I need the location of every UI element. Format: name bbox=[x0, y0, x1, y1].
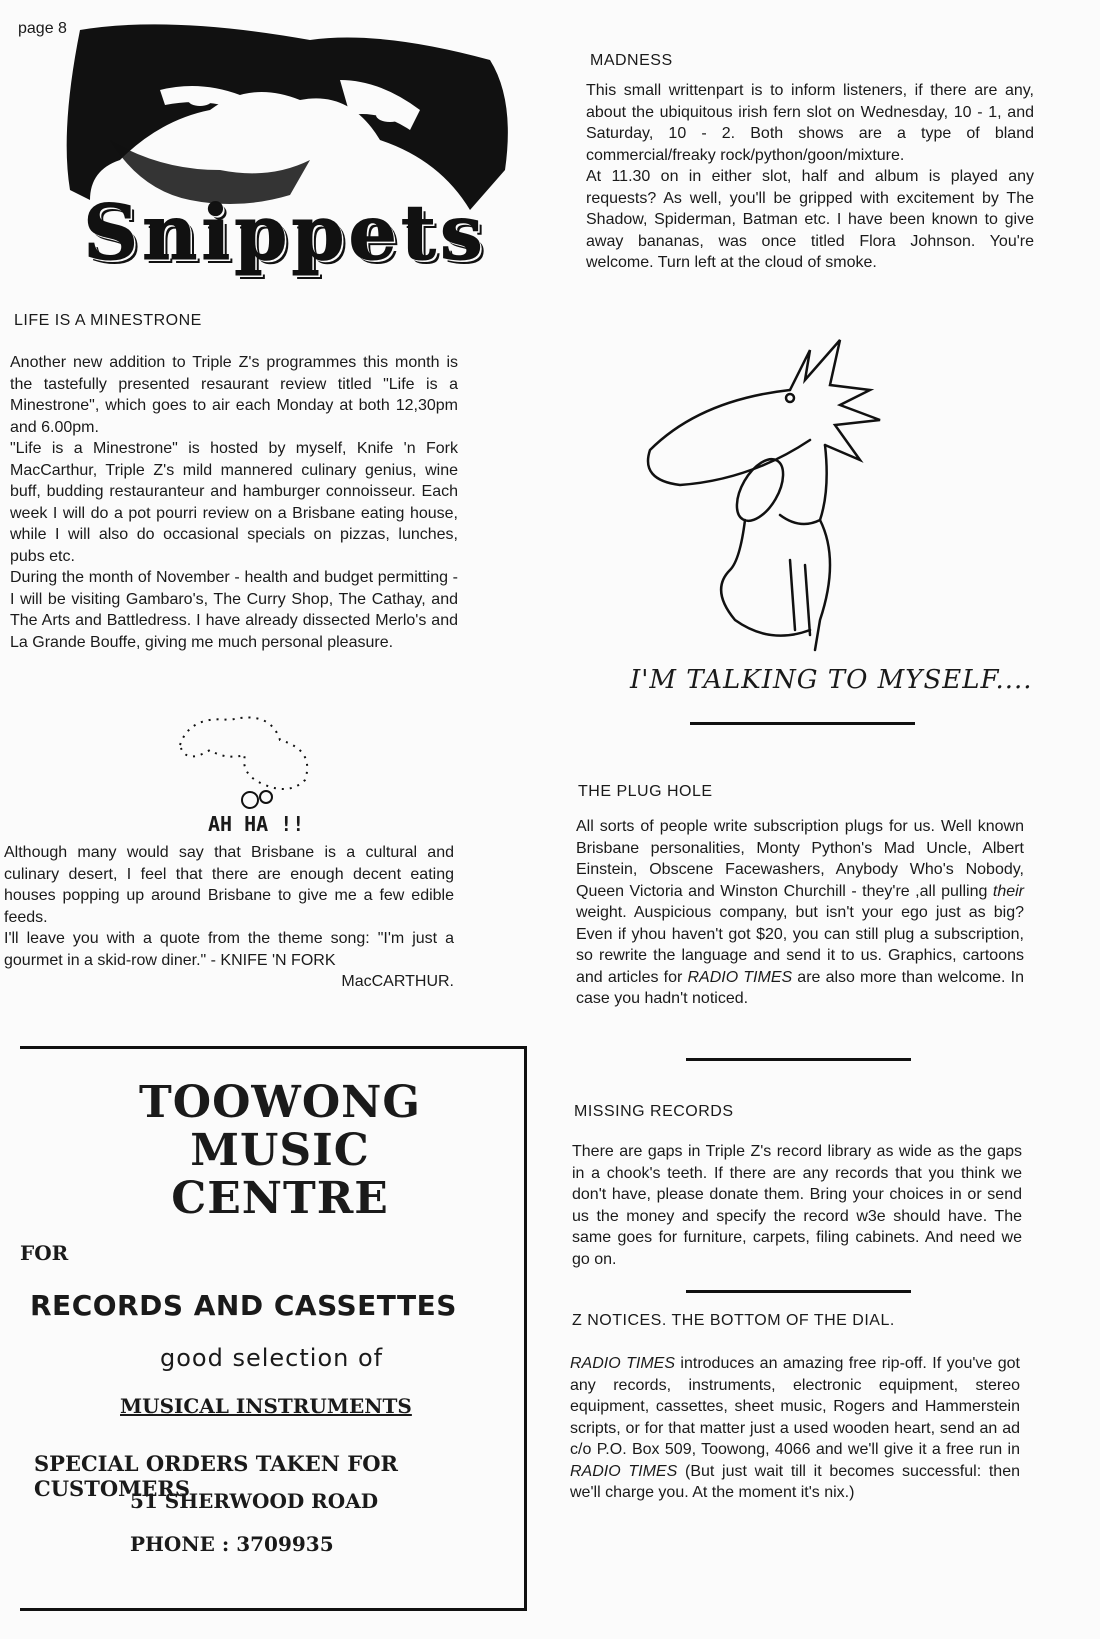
article-body-minestrone-2 bbox=[4, 842, 454, 993]
article-heading-minestrone: LIFE IS A MINESTRONE bbox=[14, 312, 202, 329]
ad-phone: PHONE : 3709935 bbox=[130, 1532, 334, 1556]
ad-name-line: MUSIC bbox=[190, 1125, 370, 1176]
paragraph bbox=[570, 1353, 1020, 1504]
paragraph: During the month of November - health and budget permitting - I will be visiting Gambaro's, The Curry Shop, The Cathay, and The Arts and Battledress. I have already dissected Merlo's and La Grande Bouffe, giving me much personal pleasure. bbox=[10, 569, 458, 651]
paragraph: Another new addition to Triple Z's programmes this month is the tastefully presented resaurant review titled "Life is a Minestrone", which goes to air each Monday at both 12,30pm and 6.00pm. bbox=[10, 354, 458, 436]
masthead-title: Snippets bbox=[83, 188, 487, 277]
ad-records-cassettes: RECORDS AND CASSETTES bbox=[30, 1289, 457, 1322]
text-segment: All sorts of people write subscription plugs for us. Well known Brisbane personalities, Monty Python's Mad Uncle, Albert Einstein, Obscene Facewashers, Anybody Who's Nobody, Queen Victoria and Winston Churchill - they're ,all pulling bbox=[576, 818, 1024, 900]
ad-instruments: MUSICAL INSTRUMENTS bbox=[120, 1394, 412, 1418]
text-segment: weight. Auspicious company, but isn't your ego just as big? Even if yhou haven't got $20, you can still plug a subscription, so rewrite the language and send it to us. Graphics, cartoons and articles for bbox=[576, 904, 1024, 986]
paragraph: Although many would say that Brisbane is a cultural and culinary desert, I feel that there are enough decent eating houses popping up around Brisbane to give me a few edible feeds. bbox=[4, 844, 454, 926]
paragraph: At 11.30 on in either slot, half and album is played any requests? As well, you'll be gripped with excitement by The Shadow, Spiderman, Batman etc. I have been known to give away bananas, was once titled Flora Johnson. You're welcome. Turn left at the cloud of smoke. bbox=[586, 168, 1034, 271]
publication-title: RADIO TIMES bbox=[687, 968, 793, 986]
ad-selection: good selection of bbox=[160, 1344, 384, 1372]
text-segment: introduces an amazing free rip-off. If you've got any records, instruments, electronic equipment, stereo equipment, cassettes, sheet music, Rogers and Hammerstein scripts, or for that matter just a used wooden heart, send an ad c/o P.O. Box 509, Toowong, 4066 and we'll give it a free run in bbox=[570, 1355, 1020, 1458]
author-credit: MacCARTHUR. bbox=[341, 973, 454, 990]
toowong-music-centre-ad bbox=[20, 1046, 527, 1611]
text-segment: are also more than welcome. In case you hadn't noticed. bbox=[576, 968, 1024, 1007]
ad-name-line: CENTRE bbox=[171, 1173, 389, 1224]
article-body-minestrone bbox=[10, 352, 458, 653]
ad-special-orders: SPECIAL ORDERS TAKEN FOR CUSTOMERS bbox=[34, 1451, 398, 1501]
article-heading-plug-hole: THE PLUG HOLE bbox=[578, 783, 713, 800]
doodle-caption: AH HA !! bbox=[208, 812, 305, 836]
article-heading-missing-records: MISSING RECORDS bbox=[574, 1103, 734, 1120]
article-body-madness bbox=[586, 80, 1034, 274]
article-body-plug-hole bbox=[576, 816, 1024, 1010]
paragraph: I'll leave you with a quote from the theme song: "I'm just a gourmet in a skid-row diner." - KNIFE 'N FORK bbox=[4, 930, 454, 969]
paragraph: "Life is a Minestrone" is hosted by myself, Knife 'n Fork MacCarthur, Triple Z's mild mannered culinary genius, wine buff, budding restauranteur and hamburger connoisseur. Each week I will do a pot pourri review on a Brisbane eating house, while I will also do occasional specials on pizzas, lunches, pubs etc. bbox=[10, 440, 458, 565]
section-divider bbox=[686, 1290, 911, 1293]
article-heading-madness: MADNESS bbox=[590, 52, 673, 69]
text-segment: (But just wait till it becomes successful: then we'll charge you. At the moment it's nix.) bbox=[570, 1462, 1020, 1501]
section-divider bbox=[690, 722, 915, 725]
article-body-z-notices bbox=[570, 1353, 1020, 1504]
paragraph: This small writtenpart is to inform listeners, if there are any, about the ubiquitous irish fern slot on Wednesday, 10 - 1, and Saturday, 10 - 2. Both shows are a type of bland commercial/freaky rock/python/goon/mixture. bbox=[586, 82, 1034, 164]
article-body-missing-records bbox=[572, 1141, 1022, 1270]
cartoon-man-illustration bbox=[640, 330, 940, 670]
ad-address: 51 SHERWOOD ROAD bbox=[130, 1489, 379, 1513]
publication-title: RADIO TIMES bbox=[570, 1355, 675, 1372]
ad-business-name bbox=[110, 1079, 450, 1223]
cartoon-caption: I'M TALKING TO MYSELF.... bbox=[630, 665, 1033, 695]
ad-name-line: TOOWONG bbox=[139, 1077, 421, 1128]
paragraph: There are gaps in Triple Z's record library as wide as the gaps in a chook's teeth. If there are any records that you think we don't have, please donate them. Bring your choices in or send us the money and specify the record w3e should have. The same goes for furniture, carpets, filing cabinets. And need we go on. bbox=[572, 1143, 1022, 1268]
doodle-dotted-cloud bbox=[170, 705, 320, 815]
publication-title: RADIO TIMES bbox=[570, 1462, 678, 1480]
italic-word: their bbox=[992, 882, 1024, 900]
section-divider bbox=[686, 1058, 911, 1061]
article-heading-z-notices: Z NOTICES. THE BOTTOM OF THE DIAL. bbox=[572, 1312, 895, 1329]
ad-for: FOR bbox=[20, 1241, 69, 1265]
page-number: page 8 bbox=[18, 20, 67, 37]
paragraph bbox=[576, 816, 1024, 1010]
